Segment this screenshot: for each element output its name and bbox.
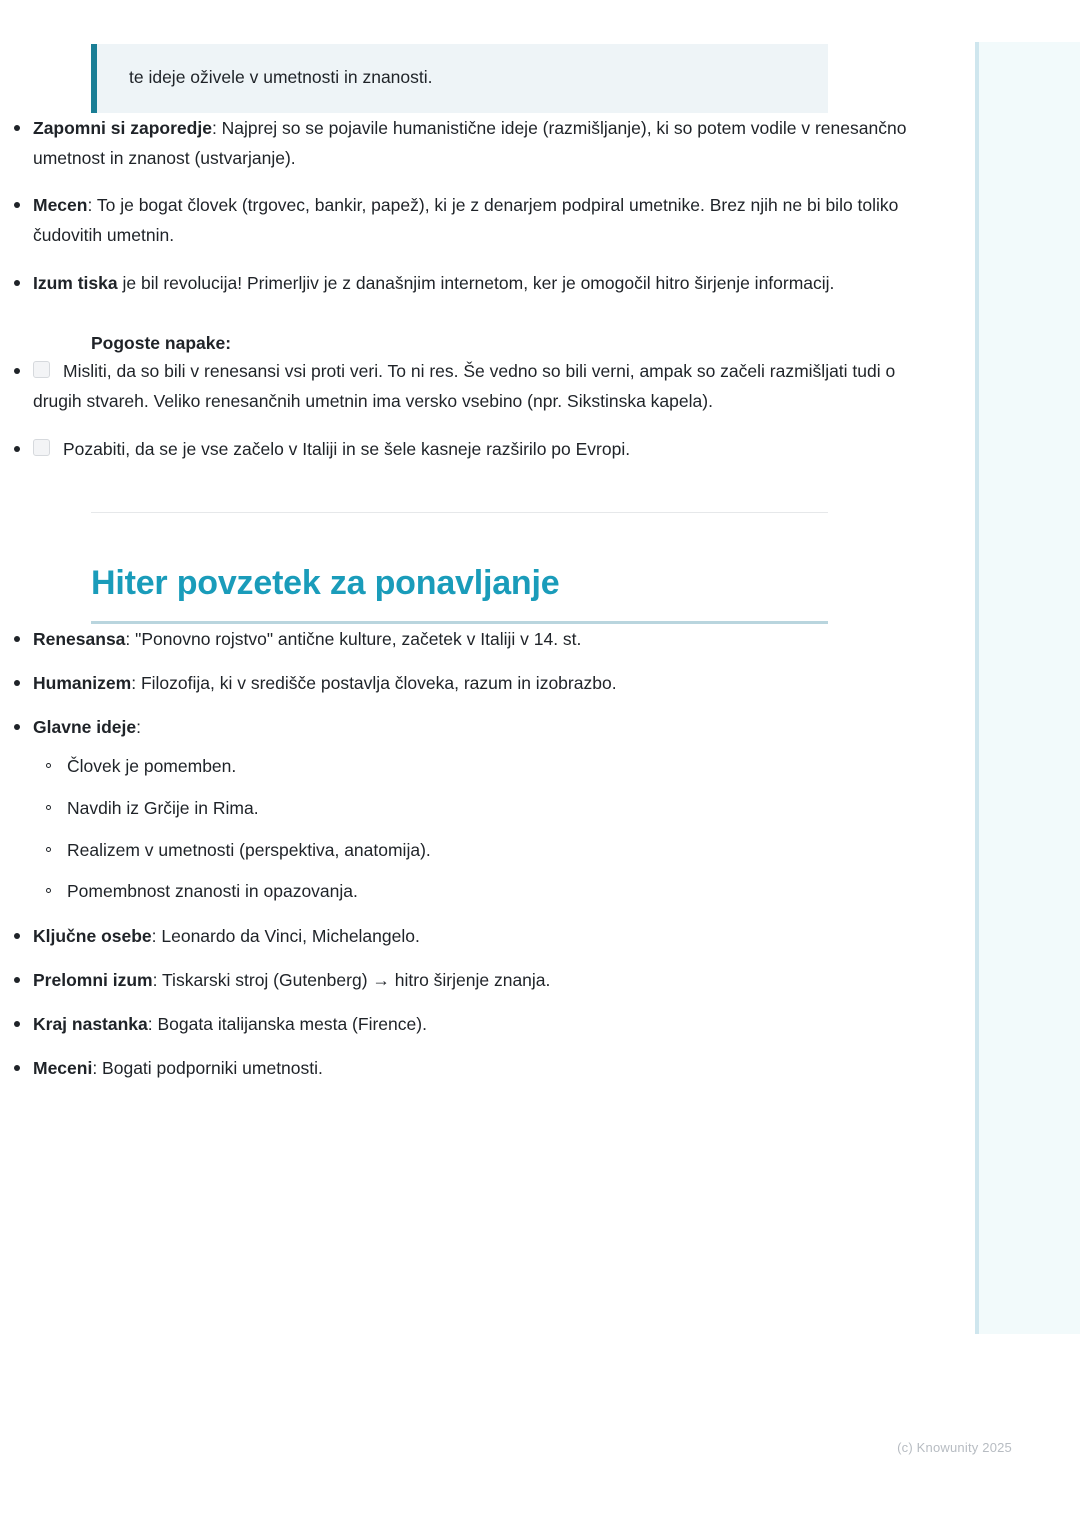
list-item: Pomembnost znanosti in opazovanja. bbox=[33, 877, 940, 907]
tips-list bbox=[0, 113, 940, 297]
summary-text: : "Ponovno rojstvo" antične kulture, začetek v Italiji v 14. st. bbox=[125, 628, 582, 649]
tip-term: Zapomni si zaporedje bbox=[33, 118, 212, 139]
list-item bbox=[0, 268, 940, 298]
summary-heading: Hiter povzetek za ponavljanje bbox=[91, 564, 560, 603]
tip-term: Mecen bbox=[33, 195, 88, 216]
list-item bbox=[0, 921, 940, 951]
summary-term: Kraj nastanka bbox=[33, 1014, 148, 1035]
summary-term: Renesansa bbox=[33, 628, 126, 649]
list-item: Človek je pomemben. bbox=[33, 752, 940, 782]
list-item: Navdih iz Grčije in Rima. bbox=[33, 794, 940, 824]
summary-text: : Bogata italijanska mesta (Firence). bbox=[147, 1014, 427, 1035]
footer-copyright: (c) Knowunity 2025 bbox=[897, 1440, 1012, 1455]
summary-text: : Leonardo da Vinci, Michelangelo. bbox=[151, 926, 420, 947]
checkbox-icon[interactable] bbox=[33, 439, 50, 456]
list-item bbox=[0, 1053, 940, 1083]
right-decorative-panel bbox=[975, 42, 1080, 1334]
section-divider bbox=[91, 512, 828, 513]
summary-term: Meceni bbox=[33, 1058, 93, 1079]
mistakes-task-list bbox=[0, 356, 940, 464]
task-text: Pozabiti, da se je vse začelo v Italiji in se šele kasneje razširilo po Evropi. bbox=[63, 439, 631, 460]
list-item bbox=[0, 624, 940, 654]
tip-term: Izum tiska bbox=[33, 272, 118, 293]
list-item bbox=[0, 356, 940, 416]
list-item bbox=[0, 1009, 940, 1039]
task-text: Misliti, da so bili v renesansi vsi proti veri. To ni res. Še vedno so bili verni, ampak so začeli razmišljati tudi o drugih stvareh. Veliko renesančnih umetnin ima versko vsebino (npr. Sikstinska kapela). bbox=[33, 360, 896, 411]
callout-box bbox=[91, 44, 828, 113]
list-item bbox=[0, 190, 940, 250]
summary-list bbox=[0, 624, 940, 1084]
list-item bbox=[0, 113, 940, 173]
tip-text: : Najprej so se pojavile humanistične ideje (razmišljanje), ki so potem vodile v renesančno umetnost in znanost (ustvarjanje). bbox=[33, 118, 907, 169]
summary-text: : Tiskarski stroj (Gutenberg) → hitro širjenje znanja. bbox=[152, 970, 551, 991]
tip-text: : To je bogat človek (trgovec, bankir, papež), ki je z denarjem podpiral umetnike. Brez njih ne bi bilo toliko čudovitih umetnin. bbox=[33, 195, 899, 246]
list-item: Realizem v umetnosti (perspektiva, anatomija). bbox=[33, 836, 940, 866]
summary-text: : Filozofija, ki v središče postavlja človeka, razum in izobrazbo. bbox=[131, 673, 617, 694]
list-item bbox=[0, 965, 940, 995]
summary-term: Ključne osebe bbox=[33, 926, 152, 947]
summary-term: Humanizem bbox=[33, 673, 132, 694]
summary-text: : bbox=[136, 717, 141, 738]
mistakes-heading: Pogoste napake: bbox=[91, 332, 232, 353]
list-item bbox=[0, 434, 940, 464]
tip-text: je bil revolucija! Primerljiv je z današnjim internetom, ker je omogočil hitro širjenje informacij. bbox=[117, 272, 835, 293]
main-ideas-sublist bbox=[33, 752, 940, 907]
summary-text: : Bogati podporniki umetnosti. bbox=[92, 1058, 323, 1079]
summary-term: Prelomni izum bbox=[33, 970, 153, 991]
summary-term: Glavne ideje bbox=[33, 717, 137, 738]
callout-text: te ideje oživele v umetnosti in znanosti. bbox=[129, 67, 433, 87]
list-item bbox=[0, 712, 940, 907]
list-item bbox=[0, 668, 940, 698]
checkbox-icon[interactable] bbox=[33, 361, 50, 378]
